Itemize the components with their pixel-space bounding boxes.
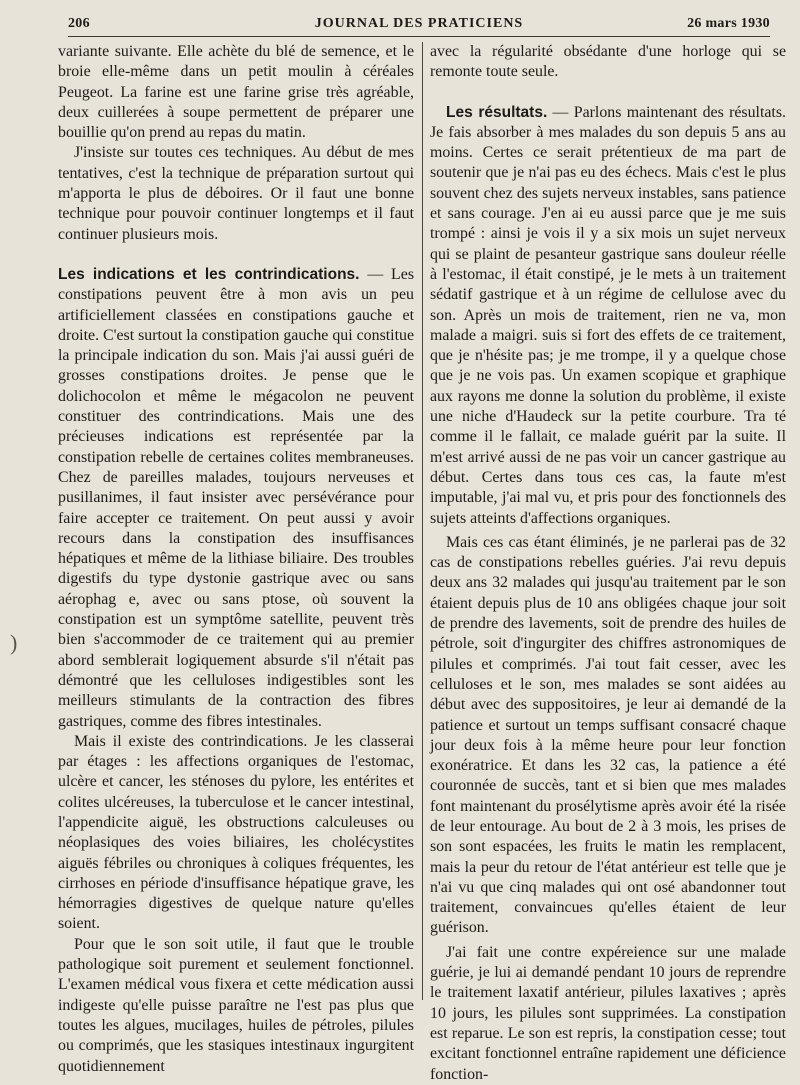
page-header [68,12,770,37]
paragraph-body: — Parlons maintenant des résultats. Je fais absorber à mes malades du son depuis 5 ans au moins. Certes ce serait prétentieux de ma part de soutenir que je n'ai pas eu des échecs. Mais c'est le plus souvent chez des sujets nerveux instables, sans patience et sans courage. J'en ai eu aussi parce que je me suis trompé : ainsi je vois il y a six mois un sujet nerveux qui se plaint de pesanteur gastrique sans douleur réelle à l'estomac, il était constipé, je le mets à un traitement sédatif gastrique et à un régime de cellulose avec du son. Après un mois de traitement, rien ne va, mon malade a maigri. suis si fort des effets de ce traitement, que je n'hésite pas; je me trompe, il y a quelque chose que je ne vois pas. Un examen scopique et graphique aux rayons me donne la solution du problème, il existe une niche d'Haudeck sur la petite courbure. Tra té comme il le fallait, ce malade guérit par la suite. Il m'est arrivé aussi de ne pas voir un cancer gastrique au début. Certes dans tous ces cas, la faute m'est imputable, j'ai mal vu, et pris pour des fonctionnels des sujets atteints d'affections organiques. [430,103,787,527]
issue-date: 26 mars 1930 [687,16,770,31]
section-indications [58,265,414,732]
journal-title: JOURNAL DES PRATICIENS [314,16,524,31]
section-heading: Les résultats. [446,103,548,121]
paragraph: avec la régularité obsédante d'une horloge qui se remonte toute seule. [430,43,786,81]
paragraph: J'ai fait une contre expéreience sur une malade guérie, je lui ai demandé pendant 10 jours de reprendre le traitement laxatif antérieur, pilules laxatives ; après 10 jours, les pilules sont supprimées. La constipation est reparue. Le son est repris, la constipation cesse; tout excitant fonctionnel entraîne rapidement une déficience fonction- [430,943,786,1083]
paragraph: Mais il existe des contrindications. Je les classerai par étages : les affections organiques de l'estomac, ulcère et cancer, les sténoses du pylore, les entérites et colites ulcéreuses, la tuberculose et le cancer intestinal, l'appendicite aiguë, les obstructions calculeuses ou néoplasiques des voies biliaires, les cholécystites aiguës fébriles ou chroniques à coliques fréquentes, les cirrhoses en période d'insuffisance hépatique grave, les hémorragies digestives de quelque nature qu'elles soient. [58,732,414,933]
paragraph: variante suivante. Elle achète du blé de semence, et le broie elle-même dans un petit moulin à céréales Peugeot. La farine est une farine grise très agréable, deux cuillerées à soupe permettent de préparer une bouillie qu'on prend au repas du matin. [58,43,414,142]
paragraph: J'insiste sur toutes ces techniques. Au début de mes tentatives, c'est la technique de préparation surtout qui m'apporta le plus de déboires. Or il faut une bonne technique pour pouvoir continuer longtemps et il faut continuer plusieurs mois. [58,144,414,243]
right-column [430,42,786,1085]
section-heading: Les indications et les contrindications. [58,265,360,283]
paragraph-body: — Les constipations peuvent être à mon avis un peu artificiellement classées en constipations gauche et droite. C'est surtout la constipation gauche qui constitue la principale indication du son. Mais j'ai aussi guéri de grosses constipations droites. Je pense que le dolichocolon et même le mégacolon ne peuvent constituer des contrindications. Mais une des précieuses indications est représentée par la constipation rebelle de certaines colites membraneuses. Chez de pareilles malades, toujours nerveuses et pusillanimes, il faut insister avec persévérance pour faire accepter ce traitement. On peut aussi y avoir recours dans la constipation des insuffisances hépatiques et même de la lithiase biliaire. Des troubles digestifs du type dystonie gastrique avec ou sans aérophag e, avec ou sans ptose, où souvent la constipation est un symptôme satellite, peuvent très bien s'accommoder de ce traitement qui au premier abord semblerait logiquement absurde s'il n'était pas démontré que les celluloses indigestibles sont les meilleurs stimulants de la contraction des fibres gastriques, comme des fibres intestinales. [58,265,415,730]
section-results [430,103,786,529]
paragraph: Pour que le son soit utile, il faut que le trouble pathologique soit purement et seulement fonctionnel. L'examen médical vous fixera et cette médication aussi indigeste qu'elle puisse paraître ne l'est pas plus que toutes les algues, mucilages, huiles de pétroles, pilules ou comprimés, que les stasiques intestinaux ingurgitent quotidiennement [58,935,414,1075]
margin-mark: ) [10,630,18,655]
page-number: 206 [68,16,90,31]
column-divider [422,42,423,1000]
left-column [58,42,414,1077]
paragraph: Mais ces cas étant éliminés, je ne parlerai pas de 32 cas de constipations rebelles guéries. J'ai revu depuis deux ans 32 malades qui jusqu'au traitement par le son étaient depuis plus de 10 ans obligées chaque jour soit de prendre des lavements, soit de prendre des huiles de pétrole, soit d'ingurgiter des chiffres astronomiques de pilules et comprimés. J'ai tout fait cesser, avec les celluloses et le son, mes malades se sont aidées au début avec des suppositoires, je leur ai demandé de la patience et surtout un temps suffisant consacré chaque jour deux fois à la même heure pour leur fonction exonératrice. Et dans les 32 cas, la patience a été couronnée de succès, tant et si bien que mes malades font maintenant du prosélytisme après avoir été la risée de leur entourage. Au bout de 2 à 3 mois, les prises de son sont espacées, les fruits le matin les remplacent, mais la peur du retour de l'état antérieur est telle que je n'ai vu que cinq malades qui ont osé abandonner tout traitement, convaincues qu'elles étaient de leur guérison. [430,533,786,937]
